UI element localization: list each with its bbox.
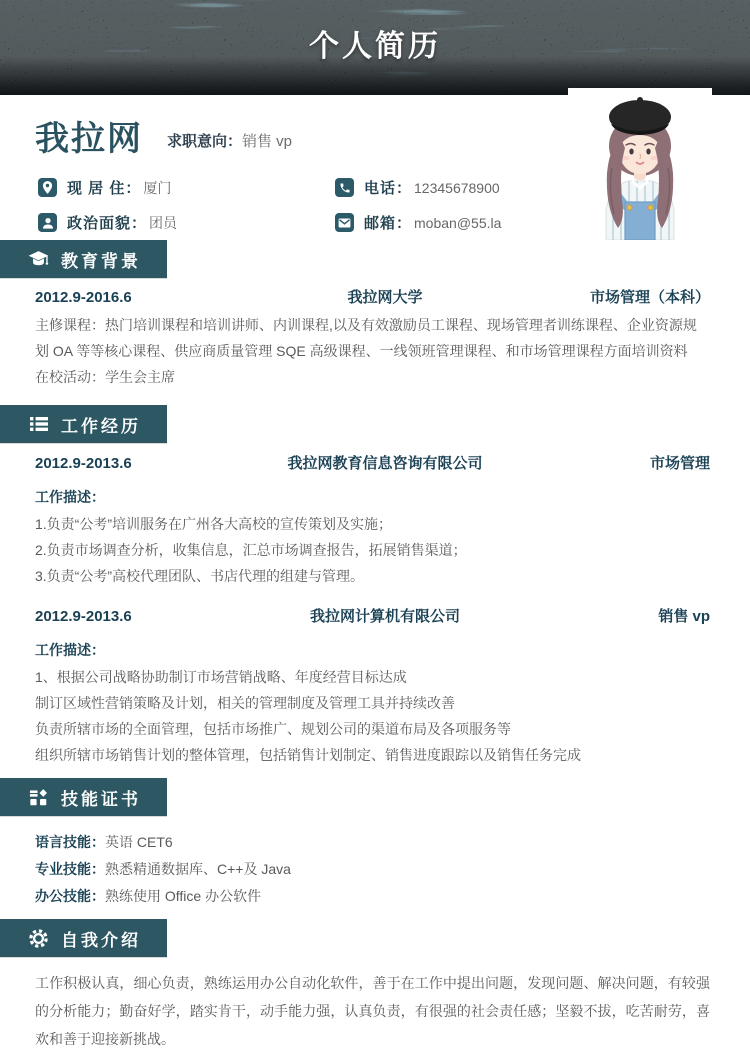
skills-body — [0, 816, 750, 910]
girl-illustration-icon — [568, 88, 712, 240]
entry-company: 我拉网计算机有限公司 — [309, 608, 460, 625]
section-skills — [0, 778, 750, 910]
contact-info-grid — [38, 177, 558, 233]
work-body — [0, 452, 750, 768]
entry-major: 市场管理（本科） — [589, 289, 710, 306]
work-desc-line: 负责所辖市场的全面管理，包括市场推广、规划公司的渠道布局及各项服务等 — [35, 721, 511, 737]
info-label: 政治面貌： — [67, 215, 148, 232]
section-work — [0, 405, 750, 768]
info-item-politics — [38, 212, 335, 233]
objective-value: 销售 vp — [242, 133, 293, 150]
skill-item — [35, 883, 710, 910]
entry-position: 销售 vp — [658, 608, 710, 625]
work-desc-line: 1.负责“公考”培训服务在广州各大高校的宣传策划及实施； — [35, 516, 392, 532]
skill-value: 熟练使用 Office 办公软件 — [105, 888, 262, 904]
work-desc-label: 工作描述： — [35, 642, 105, 658]
intro-text: 工作积极认真，细心负责，熟练运用办公自动化软件，善于在工作中提出问题，发现问题、解决问题，有较强的分析能力；勤奋好学，踏实肯干，动手能力强，认真负责，有很强的社会责任感；坚毅不拔，吃苦耐劳，喜欢和善于迎接新挑战。 — [35, 975, 710, 1047]
grid-icon — [28, 787, 49, 808]
user-icon — [38, 213, 57, 232]
work-desc-line: 2.负责市场调查分析，收集信息，汇总市场调查报告，拓展销售渠道； — [35, 542, 467, 558]
entry-date: 2012.9-2016.6 — [35, 289, 132, 306]
info-value: 厦门 — [143, 179, 172, 196]
job-objective — [167, 130, 292, 151]
work-desc-line: 1、根据公司战略协助制订市场营销战略、年度经营目标达成 — [35, 669, 407, 685]
skill-label: 语言技能： — [35, 834, 105, 850]
info-value: 12345678900 — [414, 179, 500, 196]
intro-body — [0, 957, 750, 1053]
banner — [0, 0, 750, 95]
skill-item — [35, 856, 710, 883]
work-desc-label: 工作描述： — [35, 489, 105, 505]
location-pin-icon — [38, 178, 57, 197]
info-label: 邮箱： — [364, 215, 413, 232]
intro-section-bar — [0, 919, 167, 957]
entry-date: 2012.9-2013.6 — [35, 455, 132, 472]
education-body — [0, 286, 750, 390]
section-title: 技能证书 — [61, 789, 141, 809]
work-desc-line: 制订区域性营销策略及计划，相关的管理制度及管理工具并持续改善 — [35, 695, 455, 711]
skills-section-bar — [0, 778, 167, 816]
info-item-residence — [38, 177, 335, 198]
section-intro — [0, 919, 750, 1053]
entry-school: 我拉网大学 — [347, 289, 423, 306]
education-activity: 在校活动：学生会主席 — [35, 369, 175, 385]
gear-icon — [28, 928, 49, 949]
info-label: 电话： — [364, 180, 413, 197]
profile-photo — [568, 88, 712, 240]
section-education — [0, 240, 750, 390]
list-icon — [28, 414, 49, 435]
entry-position: 市场管理 — [649, 455, 710, 472]
section-title: 教育背景 — [61, 251, 141, 271]
work-section-bar — [0, 405, 167, 443]
info-value: moban@55.la — [414, 214, 502, 231]
mail-icon — [335, 213, 354, 232]
graduation-cap-icon — [28, 249, 49, 270]
person-name: 我拉网 — [35, 120, 143, 158]
skill-value: 英语 CET6 — [105, 834, 173, 850]
info-value: 团员 — [149, 214, 178, 231]
info-item-email — [335, 212, 558, 233]
info-label: 现 居 住： — [67, 180, 142, 197]
page-title: 个人简历 — [309, 30, 441, 63]
skill-value: 熟悉精通数据库、C++及 Java — [105, 861, 291, 877]
skill-item — [35, 829, 710, 856]
skill-label: 办公技能： — [35, 888, 105, 904]
objective-label: 求职意向： — [167, 133, 243, 150]
education-section-bar — [0, 240, 167, 278]
phone-icon — [335, 178, 354, 197]
work-entry-row — [35, 452, 710, 473]
entry-date: 2012.9-2013.6 — [35, 608, 132, 625]
section-title: 工作经历 — [61, 416, 141, 436]
section-title: 自我介绍 — [61, 930, 141, 950]
work-desc-line: 组织所辖市场销售计划的整体管理，包括销售计划制定、销售进度跟踪以及销售任务完成 — [35, 747, 581, 763]
education-entry-row — [35, 286, 710, 307]
info-item-phone — [335, 177, 558, 198]
work-entry-row — [35, 605, 710, 626]
education-courses: 主修课程：热门培训课程和培训讲师、内训课程,以及有效激励员工课程、现场管理者训练课程、企业资源规划 OA 等等核心课程、供应商质量管理 SQE 高级课程、一线领班管理课程、和市场管理课程方面培训资料 — [35, 317, 697, 359]
skill-label: 专业技能： — [35, 861, 105, 877]
entry-company: 我拉网教育信息咨询有限公司 — [287, 455, 483, 472]
work-desc-line: 3.负责“公考”高校代理团队、书店代理的组建与管理。 — [35, 568, 364, 584]
